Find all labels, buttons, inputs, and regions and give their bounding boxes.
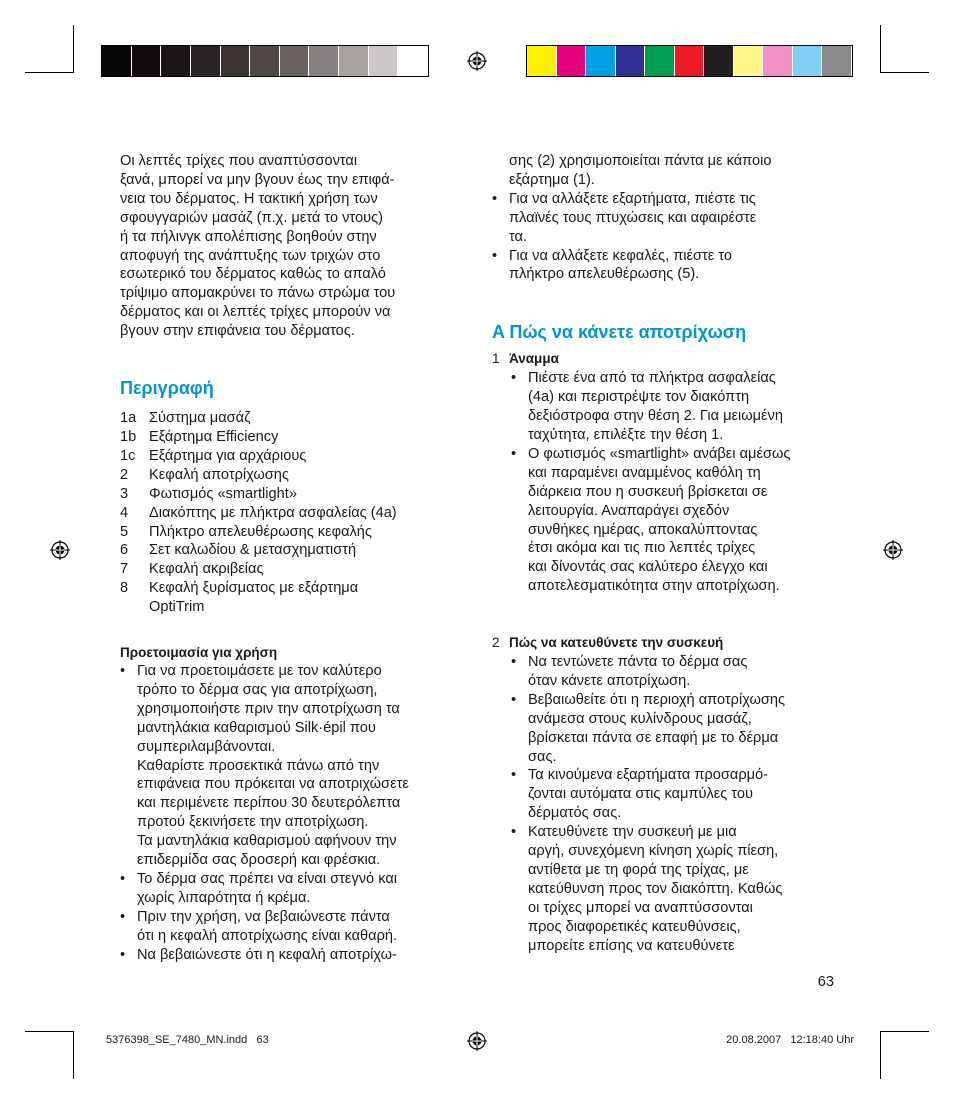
bullet-line: ανάμεσα στους κυλίνδρους μασάζ, [528,710,752,727]
step-2-title [492,634,842,653]
intro-line: ή τα πήλινγκ απολέπισης βοηθούν στην [120,228,377,245]
bullet-line: Τα μαντηλάκια καθαρισμού αφήνουν την [137,833,397,850]
bullet-line: Πριν την χρήση, να βεβαιώνεστε πάντα [137,908,390,925]
color-swatch [586,46,615,76]
text-line: εξάρτημα (1). [509,171,595,188]
bullet-line: Το δέρμα σας πρέπει να είναι στεγνό και [137,871,398,887]
bullet-line: Να τεντώνετε πάντα το δέρμα σας [528,654,748,671]
bullet-dot: • [511,824,517,841]
description-heading: Περιγραφή [120,378,214,399]
color-swatch [616,46,645,76]
item-number: 4 [120,504,129,521]
crop-mark [881,1031,929,1032]
crop-mark [73,1031,74,1079]
crop-mark [73,25,74,73]
list-item [120,579,460,617]
color-swatch [734,46,763,76]
bullet-line: Για να αλλάξετε κεφαλές, πιέστε το [509,247,733,264]
step-number: 2 [492,635,500,651]
step-2-bullet-list [492,653,842,956]
bullet-dot: • [511,654,517,671]
bullet-item [120,757,460,833]
list-item [120,541,460,560]
registration-mark-icon [467,1031,487,1051]
footer-file-info: 5376398_SE_7480_MN.indd 63 [106,1034,269,1046]
bullet-line: επιδερμίδα σας δροσερή και φρέσκια. [137,852,381,869]
item-text: Σύστημα μασάζ [149,410,251,427]
color-swatch [398,46,427,76]
step-title: Άναμμα [509,351,559,367]
intro-line: νεια του δέρματος. Η τακτική χρήση των [120,190,378,207]
item-text: Εξάρτημα Efficiency [149,428,279,445]
bullet-line: επιφάνεια που πρόκειται να αποτριχώσετε [137,776,409,793]
registration-mark-icon [50,540,70,560]
bullet-line: Για να προετοιμάσετε με τον καλύτερο [137,663,382,680]
item-number: 1a [120,410,137,427]
bullet-line: χωρίς λιπαρότητα ή κρέμα. [137,889,311,906]
list-item [120,523,460,542]
bullet-line: οι τρίχες μπορεί να αναπτύσσονται [528,899,753,916]
color-swatch [793,46,822,76]
intro-line: βγουν στην επιφάνεια του δέρματος. [120,323,355,340]
item-number: 6 [120,542,129,559]
item-number: 1c [120,447,136,464]
color-swatch [763,46,792,76]
bullet-line: κατεύθυνση προς τον διακόπτη. Καθώς [528,880,783,897]
list-item [120,447,460,466]
bullet-line: μπορείτε επίσης να κατευθύνετε [528,937,735,954]
intro-line: τρίψιμο απομακρύνει το πάνω στρώμα του [120,285,396,302]
bullet-line: έτσι ακόμα και τις πιο λεπτές τρίχες [528,540,756,557]
bullet-dot: • [511,767,517,784]
bullet-line: λειτουργία. Αναπαράγει σχεδόν [528,502,730,519]
step-title: Πώς να κατευθύνετε την συσκευή [509,635,724,651]
bullet-line: ταχύτητα, επιλέξτε την θέση 1. [528,426,724,443]
page-number: 63 [817,974,834,990]
item-text: OptiTrim [149,599,205,616]
bullet-line: Να βεβαιώνεστε ότι η κεφαλή αποτρίχω- [137,946,397,963]
bullet-line: Τα κινούμενα εξαρτήματα προσαρμό- [528,767,769,784]
color-swatch [527,46,556,76]
bullet-line: πλαϊνές τους πτυχώσεις και αφαιρέστε [509,209,757,226]
bullet-line: χρησιμοποιήστε πριν την αποτρίχωση τα [137,700,400,717]
item-number: 8 [120,580,129,597]
bullet-line: και παραμένει αναμμένος καθόλη τη [528,464,761,481]
bullet-item [492,190,842,247]
bullet-line: δέρματός σας. [528,805,622,822]
color-swatch [822,46,851,76]
color-swatch [645,46,674,76]
bullet-dot: • [120,871,126,887]
bullet-item [511,691,842,767]
section-a-heading: A Πώς να κάνετε αποτρίχωση [492,322,747,343]
color-swatch [675,46,704,76]
bullet-line: πλήκτρο απελευθέρωσης (5). [509,266,700,283]
intro-line: Οι λεπτές τρίχες που αναπτύσσονται [120,153,358,169]
color-swatch [704,46,733,76]
item-number: 2 [120,466,129,483]
item-text: Κεφαλή ξυρίσματος με εξάρτημα [149,580,359,597]
bullet-item [120,870,460,908]
bullet-line: τρόπο το δέρμα σας για αποτρίχωση, [137,681,378,698]
left-column [120,152,460,965]
color-swatch [280,46,309,76]
bullet-line: βρίσκεται πάντα σε επαφή με το δέρμα [528,729,779,746]
parts-list [120,409,460,617]
text-line: σης (2) χρησιμοποιείται πάντα με κάποιο [509,153,772,169]
bullet-dot: • [492,190,498,207]
color-swatch [221,46,250,76]
list-item [120,485,460,504]
step-1-title [492,350,842,369]
bullet-line: προτού ξεκινήσετε την αποτρίχωση. [137,814,369,831]
bullet-line: τα. [509,228,528,245]
bullet-line: αποτελεσματικότητα στην αποτρίχωση. [528,578,780,595]
crop-mark [25,1031,73,1032]
bullet-item [511,369,842,445]
list-item [120,428,460,447]
bullet-line: και περιμένετε περίπου 30 δευτερόλεπτα [137,795,401,812]
item-number: 3 [120,485,129,502]
item-number: 5 [120,523,129,540]
bullet-line: Βεβαιωθείτε ότι η περιοχή αποτρίχωσης [528,691,786,708]
bullet-dot: • [120,946,126,963]
intro-paragraph [120,152,460,341]
bullet-dot: • [120,908,126,925]
bullet-item [120,832,460,870]
bullet-item [511,766,842,823]
footer-timestamp: 20.08.2007 12:18:40 Uhr [726,1034,854,1046]
bullet-dot: • [511,445,517,462]
bullet-line: (4a) και περιστρέψτε τον διακόπτη [528,389,750,406]
bullet-dot: • [511,691,517,708]
bullet-line: διάρκεια που η συσκευή βρίσκεται σε [528,483,768,500]
item-text: Διακόπτης με πλήκτρα ασφαλείας (4a) [149,504,397,521]
step-number: 1 [492,351,500,367]
bullet-line: Για να αλλάξετε εξαρτήματα, πιέστε τις [509,190,756,207]
crop-mark [880,1031,881,1079]
bullet-line: όταν κάνετε αποτρίχωση. [528,672,691,689]
bullet-dot: • [492,247,498,264]
intro-line: αποφυγή της ανάπτυξης των τριχών στο [120,247,381,264]
bullet-item [511,823,842,955]
crop-mark [880,25,881,73]
item-number: 7 [120,561,129,578]
continued-bullet-list [492,190,842,285]
bullet-line: συνθήκες ημέρας, αποκαλύπτοντας [528,521,758,538]
right-column [492,152,842,956]
bullet-dot: • [511,370,517,387]
bullet-line: Κατευθύνετε την συσκευή με μια [528,824,737,841]
bullet-line: Καθαρίστε προσεκτικά πάνω από την [137,757,380,774]
bullet-item [120,946,460,965]
bullet-line: ζονται αυτόματα στις καμπύλες του [528,786,754,803]
bullet-item [511,653,842,691]
intro-line: σφουγγαριών μασάζ (π.χ. μετά το ντους) [120,209,383,226]
bullet-line: και δίνοντάς σας καλύτερο έλεγχο και [528,559,768,576]
bullet-item [120,662,460,757]
color-swatch [132,46,161,76]
item-text: Κεφαλή ακριβείας [149,561,264,578]
registration-mark-icon [467,51,487,71]
item-text: Σετ καλωδίου & μετασχηματιστή [149,542,357,559]
item-text: Κεφαλή αποτρίχωσης [149,466,289,483]
prep-heading: Προετοιμασία για χρήση [120,645,278,661]
list-item [120,560,460,579]
intro-line: δέρματος και οι λεπτές τρίχες μπορούν να [120,304,391,321]
bullet-line: αργή, συνεχόμενη κίνηση χωρίς πίεση, [528,843,779,860]
crop-mark [25,72,73,73]
color-swatch [161,46,190,76]
item-text: Εξάρτημα για αρχάριους [149,447,307,464]
intro-line: ξανά, μπορεί να μην βγουν έως την επιφά- [120,171,395,188]
step-1-bullet-list [492,369,842,596]
bullet-line: Ο φωτισμός «smartlight» ανάβει αμέσως [528,445,791,462]
list-item [120,409,460,428]
item-text: Φωτισμός «smartlight» [149,485,297,502]
bullet-line: Πιέστε ένα από τα πλήκτρα ασφαλείας [528,370,776,387]
item-text: Πλήκτρο απελευθέρωσης κεφαλής [149,523,372,540]
continued-text [492,152,842,190]
color-swatch [250,46,279,76]
color-swatch [369,46,398,76]
registration-mark-icon [883,540,903,560]
bullet-line: μαντηλάκια καθαρισμού Silk·épil που [137,719,376,736]
color-swatch [102,46,131,76]
intro-line: εσωτερικό του δέρματος καθώς το απαλό [120,266,386,283]
bullet-line: αντίθετα με τη φορά της τρίχας, με [528,862,749,878]
color-swatch [309,46,338,76]
bullet-item [511,445,842,596]
bullet-line: προς διαφορετικές κατευθύνσεις, [528,918,741,935]
crop-mark [881,72,929,73]
color-swatch [339,46,368,76]
bullet-dot: • [120,663,126,680]
bullet-line: σας. [528,748,557,765]
bullet-line: συμπεριλαμβάνονται. [137,738,276,755]
list-item [120,504,460,523]
item-number: 1b [120,428,137,445]
bullet-item [120,908,460,946]
bullet-item [492,247,842,285]
color-swatch [557,46,586,76]
bullet-line: ότι η κεφαλή αποτρίχωσης είναι καθαρή. [137,927,398,944]
list-item [120,466,460,485]
prep-bullet-list [120,662,460,965]
bullet-line: δεξιόστροφα στην θέση 2. Για μειωμένη [528,408,783,425]
color-swatch [191,46,220,76]
